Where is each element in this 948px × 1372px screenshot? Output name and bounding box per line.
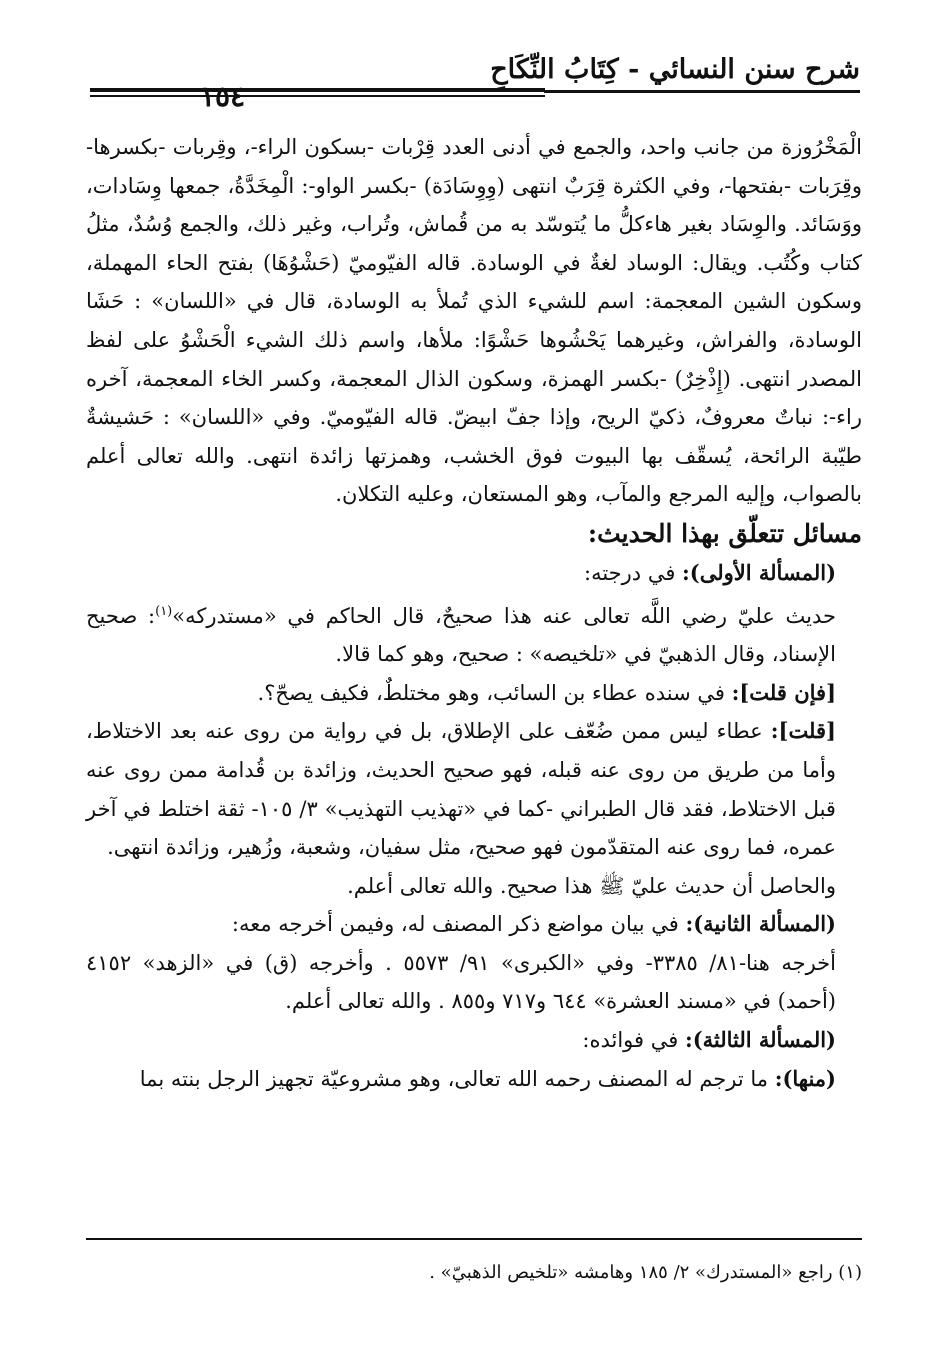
main-text xyxy=(86,128,862,1098)
paragraph-commentary: الْمَخْرُوزة من جانب واحد، والجمع في أدنى العدد قِرْبات -بسكون الراء-، وقِربات -بكسرها- وقِرَبات -بفتحها-، وفي الكثرة قِرَبٌ انتهى (وِوِسَادَة) -بكسر الواو-: الْمِخَدَّةُ، جمعها وِسَادات، ووَسَائد. والوِسَاد بغير هاءكلُّ ما يُتوسّد به من قُماش، وتُراب، وغير ذلك، والجمع وُسُدٌ، مثلُ كتاب وكُتُب. ويقال: الوساد لغةٌ في الوسادة. قاله الفيّوميّ (حَشْوُهَا) بفتح الحاء المهملة، وسكون الشين المعجمة: اسم للشيء الذي تُملأ به الوسادة، قال في «اللسان» : حَشَا الوسادة، والفراش، وغيرهما يَحْشُوها حَشْوًا: ملأها، واسم ذلك الشيء الْحَشْوُ على لفظ المصدر انتهى. (إِذْخِرٌ) -بكسر الهمزة، وسكون الذال المعجمة، وكسر الخاء المعجمة، آخره راء-: نباتٌ معروفٌ، ذكيّ الريح، وإذا جفّ ابيضّ. قاله الفيّوميّ. وفي «اللسان» : حَشيشةٌ طيّبة الرائحة، يُسقّف بها البيوت فوق الخشب، وهمزتها زائدة انتهى. والله تعالى أعلم بالصواب، وإليه المرجع والمآب، وهو المستعان، وعليه التكلان. xyxy=(86,135,862,507)
footnote-marker: (١) xyxy=(155,603,173,619)
paragraph-grading xyxy=(86,593,862,674)
section-heading: مسائل تتعلّق بهذا الحديث: xyxy=(587,518,862,548)
grading-text-b: : صحيح الإسناد، وقال الذهبيّ في «تلخيصه» : صحيح، وهو كما قالا. xyxy=(86,603,836,667)
conclusion: والحاصل أن حديث عليّ ﷺ هذا صحيح. والله تعالى أعلم. xyxy=(347,873,836,898)
title-underline xyxy=(544,90,860,93)
benefit-1-text: ما ترجم له المصنف رحمه الله تعالى، وهو مشروعيّة تجهيز الرجل بنته بما xyxy=(139,1066,775,1091)
footnote: (١) راجع «المستدرك» ٢/ ١٨٥ وهامشه «تلخيص الذهبيّ» . xyxy=(429,1262,862,1283)
answer-text: عطاء ليس ممن ضُعّف على الإطلاق، بل في رواية من روى عنه بعد الاختلاط، وأما من طريق من روى عنه قبله، فهو صحيح الحديث، وزائدة بن قُدامة ممن روى عنه قبل الاختلاط، فقد قال الطبراني -كما في «تهذيب التهذيب» ٣/ ١٠٥- ثقة اختلط في آخر عمره، فما روى عنه المتقدّمون فهو صحيح، مثل سفيان، وشعبة، وزُهير، وزائدة انتهى. xyxy=(86,719,836,860)
answer-label: [قلت]: xyxy=(770,718,836,744)
question-2-text: في بيان مواضع ذكر المصنف له، وفيمن أخرجه معه: xyxy=(231,912,686,937)
question-2-label: (المسألة الثانية): xyxy=(685,911,836,937)
objection-label: [فإن قلت]: xyxy=(731,679,836,705)
benefit-1-label: (منها): xyxy=(774,1065,836,1091)
question-2 xyxy=(86,905,862,944)
question-1-label: (المسألة الأولى): xyxy=(682,559,836,585)
page-number: ١٥٤ xyxy=(200,80,246,113)
page-header xyxy=(90,52,860,112)
answer xyxy=(86,712,862,866)
benefit-1 xyxy=(86,1060,862,1099)
header-rule xyxy=(90,88,545,97)
objection xyxy=(86,674,862,713)
objection-text: في سنده عطاء بن السائب، وهو مختلطٌ، فكيف يصحّ؟. xyxy=(257,680,732,705)
footnote-divider xyxy=(86,1238,862,1240)
question-1-text: في درجته: xyxy=(584,560,683,585)
question-3 xyxy=(86,1021,862,1060)
question-3-text: في فوائده: xyxy=(582,1028,685,1053)
question-3-label: (المسألة الثالثة): xyxy=(684,1027,836,1053)
grading-text-a: حديث عليّ رضي اللَّه تعالى عنه هذا صحيحٌ، قال الحاكم في «مستدركه» xyxy=(172,603,837,628)
running-title: شرح سنن النسائي - كِتَابُ النِّكَاحِ xyxy=(490,54,860,85)
takhrij: أخرجه هنا-٨١/ ٣٣٨٥- وفي «الكبرى» ٩١/ ٥٥٧٣ . وأخرجه (ق) في «الزهد» ٤١٥٢ (أحمد) في «مسند العشرة» ٦٤٤ و٧١٧ و٨٥٥ . والله تعالى أعلم. xyxy=(86,950,836,1014)
question-1 xyxy=(86,554,862,593)
